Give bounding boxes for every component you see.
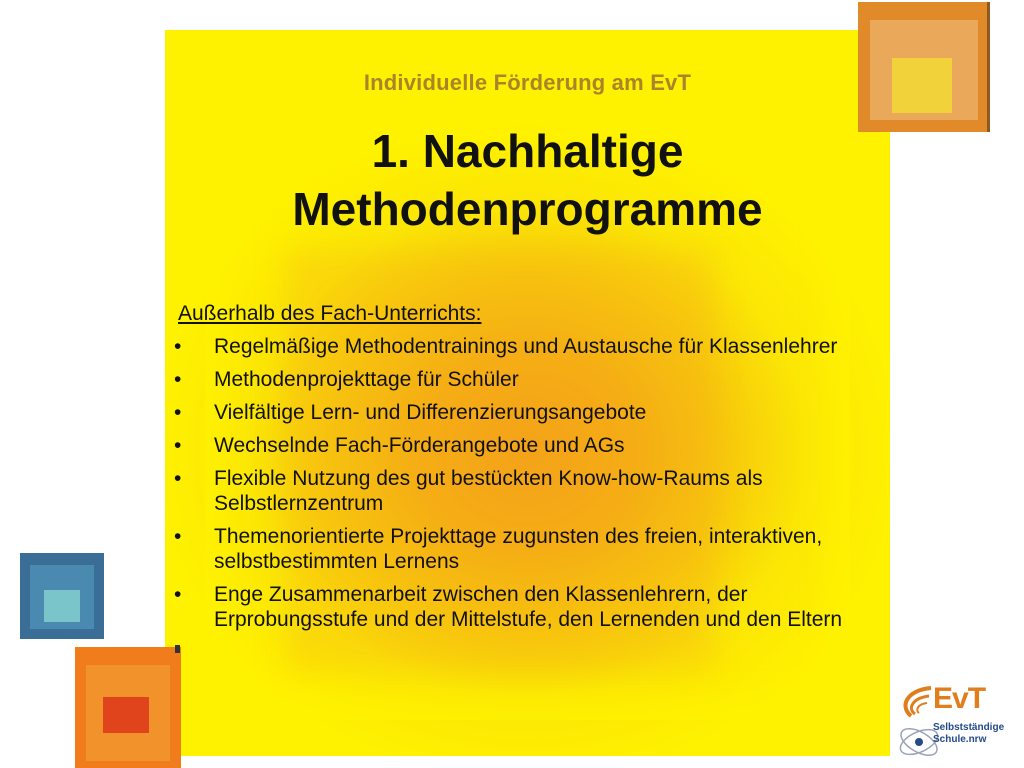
list-item [174,524,894,574]
list-item [174,334,894,359]
section-heading-colon: : [475,302,482,325]
bullet-icon: • [174,434,182,457]
list-item [174,582,894,632]
bullet-icon: • [174,368,182,391]
bullet-list [174,334,894,640]
logo-schule-line-1: Selbstständige [933,722,1005,733]
slide-title-line-1: 1. Nachhaltige [371,125,684,177]
logo-evt-text: EvT [933,682,986,715]
bullet-text: Vielfältige Lern- und Differenzierungsangebote [214,401,647,424]
bullet-text: Methodenprojekttage für Schüler [214,368,519,391]
decorative-square-blue-inner [44,590,80,622]
bullet-icon: • [174,467,182,490]
slide-subtitle: Individuelle Förderung am EvT [363,70,692,95]
decorative-edge-line [987,2,990,132]
logo-schule-line-2: Schule.nrw [933,734,987,745]
bullet-icon: • [174,583,182,606]
bullet-text: Wechselnde Fach-Förderangebote und AGs [214,434,625,457]
section-heading-text: Außerhalb des Fach-Unterrichts [178,302,476,325]
school-logo [893,680,1021,766]
list-item [174,466,894,516]
bullet-text: Enge Zusammenarbeit zwischen den Klassenlehrern, der Erprobungsstufe und der Mittelstufe, den Lernenden und den Eltern [214,583,843,631]
decorative-square-top-right-inner [892,58,952,113]
decorative-marker [175,645,180,653]
list-item [174,400,894,425]
slide-title [165,122,890,238]
list-item [174,367,894,392]
bullet-text: Flexible Nutzung des gut bestückten Know-how-Raums als Selbstlernzentrum [214,467,763,515]
logo-schule-text [933,722,1019,746]
bullet-icon: • [174,525,182,548]
bullet-text: Regelmäßige Methodentrainings und Austausche für Klassenlehrer [214,335,838,358]
bullet-icon: • [174,335,182,358]
section-heading [178,302,481,326]
list-item [174,433,894,458]
bullet-icon: • [174,401,182,424]
bullet-text: Themenorientierte Projekttage zugunsten des freien, interaktiven, selbstbestimmten Lernens [214,525,823,573]
slide-title-line-2: Methodenprogramme [292,183,763,235]
decorative-square-orange-inner [103,697,149,733]
